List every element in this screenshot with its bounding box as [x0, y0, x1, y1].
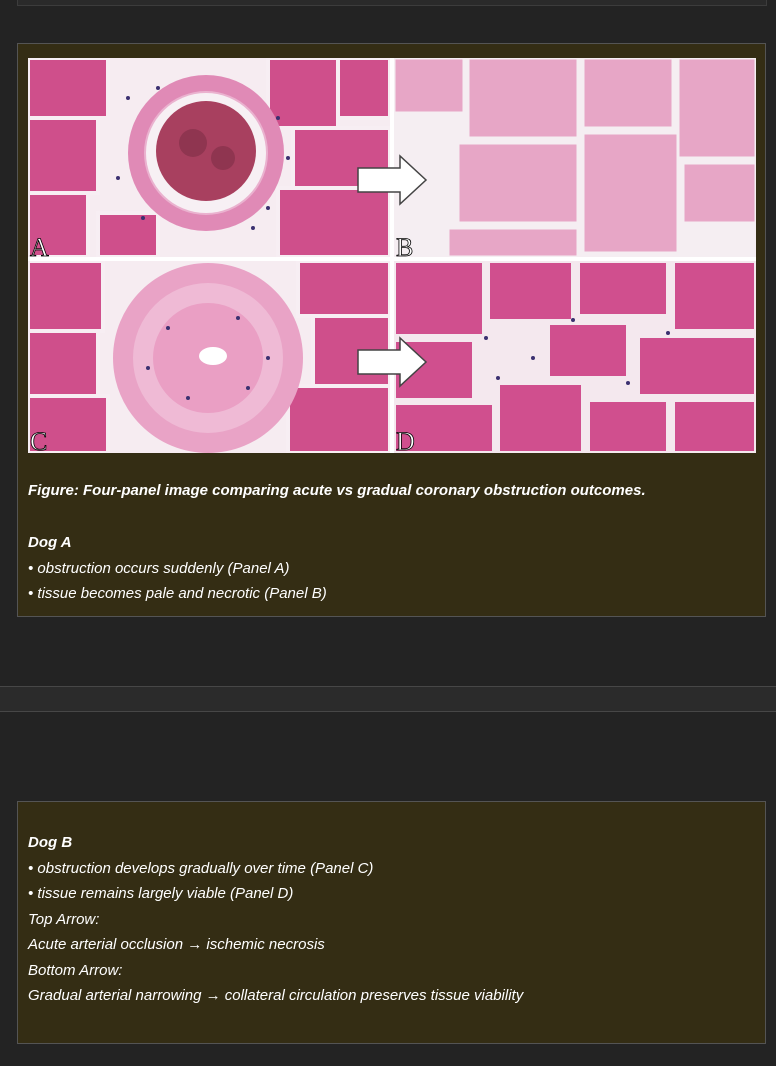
dog-a-notes — [28, 530, 327, 607]
panel-label-a: A — [30, 233, 49, 262]
panel-c — [28, 261, 390, 453]
notes-card — [17, 801, 766, 1044]
panel-d — [394, 261, 756, 453]
bottom-arrow-text: Gradual arterial narrowing → collateral circulation preserves tissue viability — [28, 987, 524, 1004]
figure-card — [17, 43, 766, 617]
panel-b — [394, 58, 756, 257]
histology-figure — [28, 58, 756, 453]
previous-card-edge — [17, 0, 767, 6]
panel-a — [28, 58, 390, 257]
panel-label-b: B — [396, 233, 414, 262]
panel-label-c: C — [30, 427, 48, 453]
section-divider — [0, 686, 776, 712]
dog-b-bullet: • tissue remains largely viable (Panel D) — [28, 885, 294, 902]
histology-panels — [28, 58, 756, 453]
panel-label-d: D — [396, 427, 415, 453]
top-arrow-label: Top Arrow: — [28, 910, 100, 928]
dog-b-heading: Dog B — [28, 834, 73, 851]
figure-caption: Figure: Four-panel image comparing acute vs gradual coronary obstruction outcomes. — [28, 482, 646, 499]
dog-a-bullet: • obstruction occurs suddenly (Panel A) — [28, 559, 290, 577]
bottom-arrow-label: Bottom Arrow: — [28, 961, 123, 979]
top-arrow-text: Acute arterial occlusion → ischemic necrosis — [28, 936, 325, 953]
dog-b-notes — [28, 830, 523, 1009]
dog-b-bullet: • obstruction develops gradually over time (Panel C) — [28, 859, 374, 877]
dog-a-bullet: • tissue becomes pale and necrotic (Panel B) — [28, 585, 327, 602]
dog-a-heading: Dog A — [28, 534, 72, 551]
